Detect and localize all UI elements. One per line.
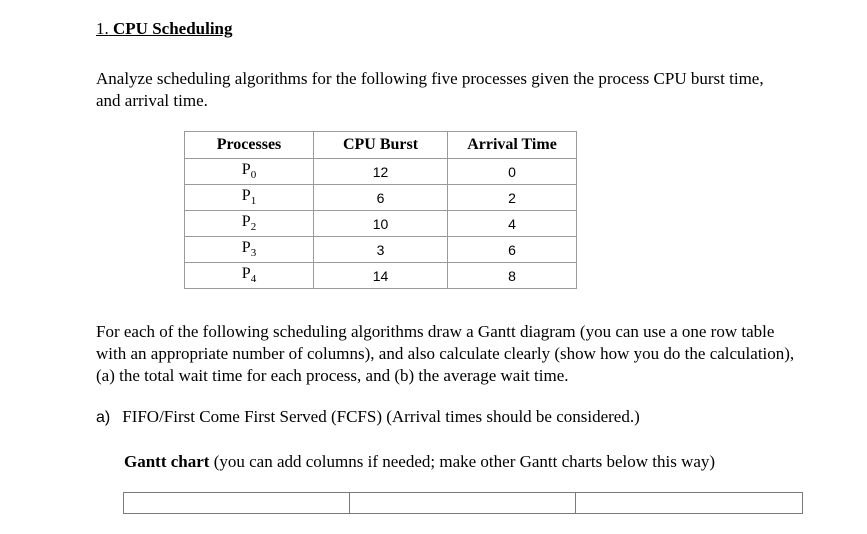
gantt-row (124, 493, 803, 514)
gantt-label-bold: Gantt chart (124, 452, 210, 471)
cpu-burst-cell: 14 (314, 263, 448, 289)
cpu-burst-cell: 10 (314, 211, 448, 237)
table-row (185, 263, 577, 289)
arrival-time-cell: 4 (448, 211, 577, 237)
question-item-a (96, 407, 640, 427)
arrival-time-cell: 2 (448, 185, 577, 211)
process-name-cell: $P_0$ (185, 159, 314, 185)
cpu-burst-cell: 6 (314, 185, 448, 211)
section-heading (96, 19, 233, 39)
instructions-paragraph: For each of the following scheduling algorithms draw a Gantt diagram (you can use a one row table with an appropriate number of columns), and also calculate clearly (show how you do the calculation), (a) the total wait time for each process, and (b) the average wait time. (96, 322, 795, 385)
section-number: 1. (96, 19, 109, 38)
arrival-time-cell: 0 (448, 159, 577, 185)
process-table-header-row (185, 132, 577, 159)
arrival-time-cell: 8 (448, 263, 577, 289)
item-text: FIFO/First Come First Served (FCFS) (Arrival times should be considered.) (122, 407, 640, 426)
arrival-time-cell: 6 (448, 237, 577, 263)
section-title: CPU Scheduling (113, 19, 233, 38)
gantt-cell[interactable] (576, 493, 803, 514)
intro-paragraph: Analyze scheduling algorithms for the following five processes given the process CPU burst time, and arrival time. (96, 69, 764, 110)
process-name-cell: $P_2$ (185, 211, 314, 237)
table-row (185, 185, 577, 211)
process-name-cell: $P_4$ (185, 263, 314, 289)
header-cpu-burst: CPU Burst (314, 132, 448, 159)
item-marker: a) (96, 409, 111, 426)
process-table (184, 131, 577, 289)
cpu-burst-cell: 3 (314, 237, 448, 263)
process-name-cell: $P_3$ (185, 237, 314, 263)
cpu-burst-cell: 12 (314, 159, 448, 185)
header-arrival-time: Arrival Time (448, 132, 577, 159)
gantt-chart-table (123, 492, 803, 514)
gantt-cell[interactable] (350, 493, 576, 514)
gantt-chart-label (124, 452, 715, 472)
header-processes: Processes (185, 132, 314, 159)
table-row (185, 159, 577, 185)
table-row (185, 237, 577, 263)
process-name-cell: $P_1$ (185, 185, 314, 211)
gantt-label-note: (you can add columns if needed; make other Gantt charts below this way) (209, 452, 716, 471)
table-row (185, 211, 577, 237)
gantt-cell[interactable] (124, 493, 350, 514)
